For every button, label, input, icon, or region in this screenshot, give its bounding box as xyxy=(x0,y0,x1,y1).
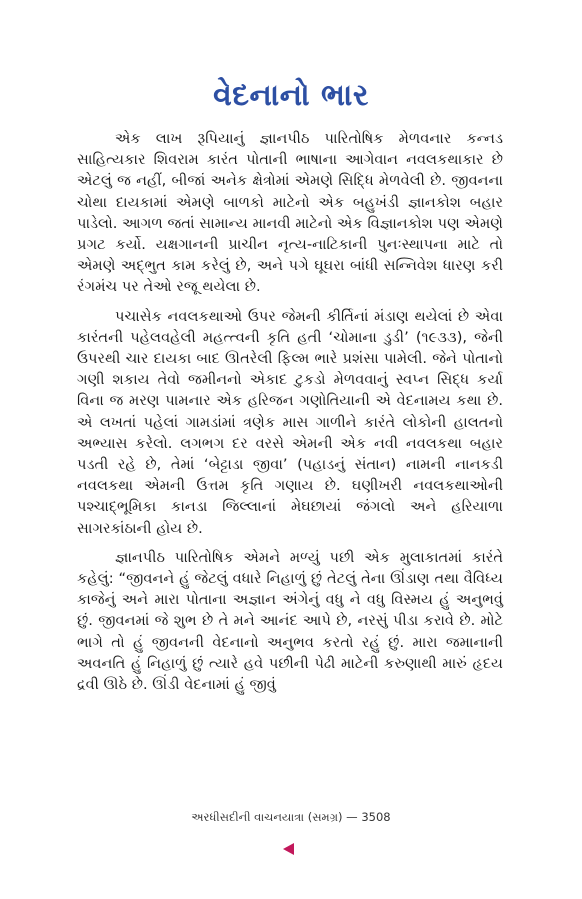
paragraph-2: પચાસેક નવલકથાઓ ઉપર જેમની કીર્તિનાં મંડાણ થયેલાં છે એવા કારંતની પહેલવહેલી મહત્ત્વની કૃતિ હતી ‘ચોમાના ડુડી’ (૧૯૩૩), જેની ઉપરથી ચાર દાયકા બાદ ઊતરેલી ફિલ્મ ભારે પ્રશંસા પામેલી. જેને પોતાનો ગણી શકાય તેવો જમીનનો એકાદ ટુકડો મેળવવાનું સ્વપ્ન સિદ્ધ કર્યા વિના જ મરણ પામનાર એક હરિજન ગણોતિયાની એ વેદનામય કથા છે. એ લખતાં પહેલાં ગામડાંમાં ત્રણેક માસ ગાળીને કારંતે લોકોની હાલતનો અભ્યાસ કરેલો. લગભગ દર વરસે એમની એક નવી નવલકથા બહાર પડતી રહે છે, તેમાં ‘બેટ્ટાડા જીવા’ (પહાડનું સંતાન) નામની નાનકડી નવલકથા એમની ઉત્તમ કૃતિ ગણાય છે. ઘણીખરી નવલકથાઓની પશ્ચાદ્ભૂમિકા કાનડા જિલ્લાનાં મેઘછાયાં જંગલો અને હરિયાળા સાગરકાંઠાની હોય છે. xyxy=(77,307,503,537)
paragraph-1: એક લાખ રૂપિયાનું જ્ઞાનપીઠ પારિતોષિક મેળવનાર કન્નડ સાહિત્યકાર શિવરામ કારંત પોતાની ભાષાના આગેવાન નવલકથાકાર છે એટલું જ નહીં, બીજાં અનેક ક્ષેત્રોમાં એમણે સિદ્ધિ મેળવેલી છે. જીવનના ચોથા દાયકામાં એમણે બાળકો માટેનો એક બહુખંડી જ્ઞાનકોશ બહાર પાડેલો. આગળ જતાં સામાન્ય માનવી માટેનો એક વિજ્ઞાનકોશ પણ એમણે પ્રગટ કર્યો. યક્ષગાનની પ્રાચીન નૃત્ય-નાટિકાની પુનઃસ્થાપના માટે તો એમણે અદ્ભુત કામ કરેલું છે, અને પગે ઘૂઘરા બાંધી સન્નિવેશ ધારણ કરી રંગમંચ પર તેઓ રજૂ થયેલા છે. xyxy=(77,130,503,296)
page-footer: અરધીસદીની વાચનયાત્રા (સમગ્ર) — 3508 xyxy=(191,810,391,824)
paragraph-3: જ્ઞાનપીઠ પારિતોષિક એમને મળ્યું પછી એક મુલાકાતમાં કારંતે કહેલું: “જીવનને હું જેટલું વધારે નિહાળું છું તેટલું તેના ઊંડાણ તથા વૈવિધ્ય કાજેનું અને મારા પોતાના અજ્ઞાન અંગેનું વધુ ને વધુ વિસ્મય હું અનુભવું છું. જીવનમાં જે શુભ છે તે મને આનંદ આપે છે, નરસું પીડા કરાવે છે. મોટે ભાગે તો હું જીવનની વેદનાનો અનુભવ કરતો રહું છું. મારા જમાનાની અવનતિ હું નિહાળું છું ત્યારે હવે પછીની પેઢી માટેની કરુણાથી મારું હૃદય દ્રવી ઊઠે છે. ઊંડી વેદનામાં હું જીવું xyxy=(77,548,503,694)
article-body xyxy=(77,128,503,703)
page-title: વેદનાનો ભાર xyxy=(213,78,369,113)
prev-page-arrow-icon[interactable] xyxy=(283,843,294,855)
